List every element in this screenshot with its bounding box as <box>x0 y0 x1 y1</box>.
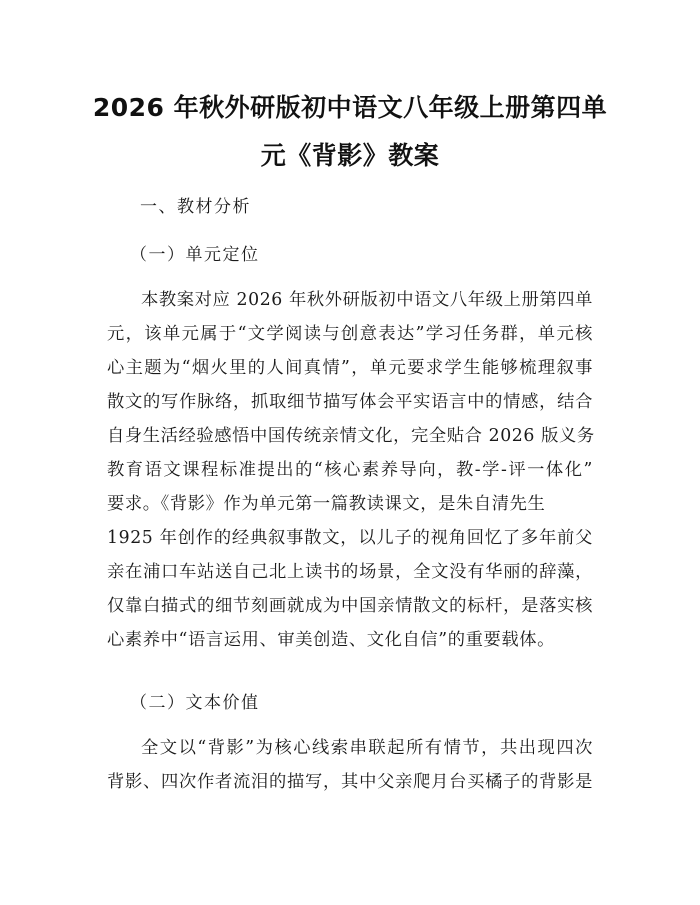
paragraph-line: 散文的写作脉络，抓取细节描写体会平实语言中的情感，结合 <box>107 392 593 412</box>
section-heading-teaching-material-analysis: 一、教材分析 <box>140 197 251 217</box>
paragraph-line: 心主题为“烟火里的人间真情”，单元要求学生能够梳理叙事 <box>107 358 593 378</box>
paragraph-line: 仅靠白描式的细节刻画就成为中国亲情散文的标杆，是落实核 <box>107 596 593 616</box>
paragraph-line: 1925 年创作的经典叙事散文，以儿子的视角回忆了多年前父 <box>107 528 593 548</box>
paragraph-line: 要求。《背影》作为单元第一篇教读课文，是朱自清先生 <box>107 494 546 514</box>
subsection-heading-unit-positioning: （一）单元定位 <box>130 245 260 265</box>
paragraph-line: 心素养中“语言运用、审美创造、文化自信”的重要载体。 <box>107 630 556 650</box>
subsection-heading-text-value: （二）文本价值 <box>130 693 260 713</box>
paragraph-line: 全文以“背影”为核心线索串联起所有情节，共出现四次 <box>141 738 593 758</box>
paragraph-line: 教育语文课程标准提出的“核心素养导向，教-学-评一体化” <box>107 460 593 480</box>
document-title-line-1: 2026 年秋外研版初中语文八年级上册第四单 <box>92 93 608 122</box>
paragraph-line: 背影、四次作者流泪的描写，其中父亲爬月台买橘子的背影是 <box>107 772 593 792</box>
paragraph-line: 亲在浦口车站送自己北上读书的场景，全文没有华丽的辞藻， <box>107 562 593 582</box>
paragraph-line: 元，该单元属于“文学阅读与创意表达”学习任务群，单元核 <box>107 324 593 344</box>
document-title-line-2: 元《背影》教案 <box>260 141 440 170</box>
paragraph-line: 本教案对应 2026 年秋外研版初中语文八年级上册第四单 <box>141 290 593 310</box>
paragraph-line: 自身生活经验感悟中国传统亲情文化，完全贴合 2026 版义务 <box>107 426 595 446</box>
